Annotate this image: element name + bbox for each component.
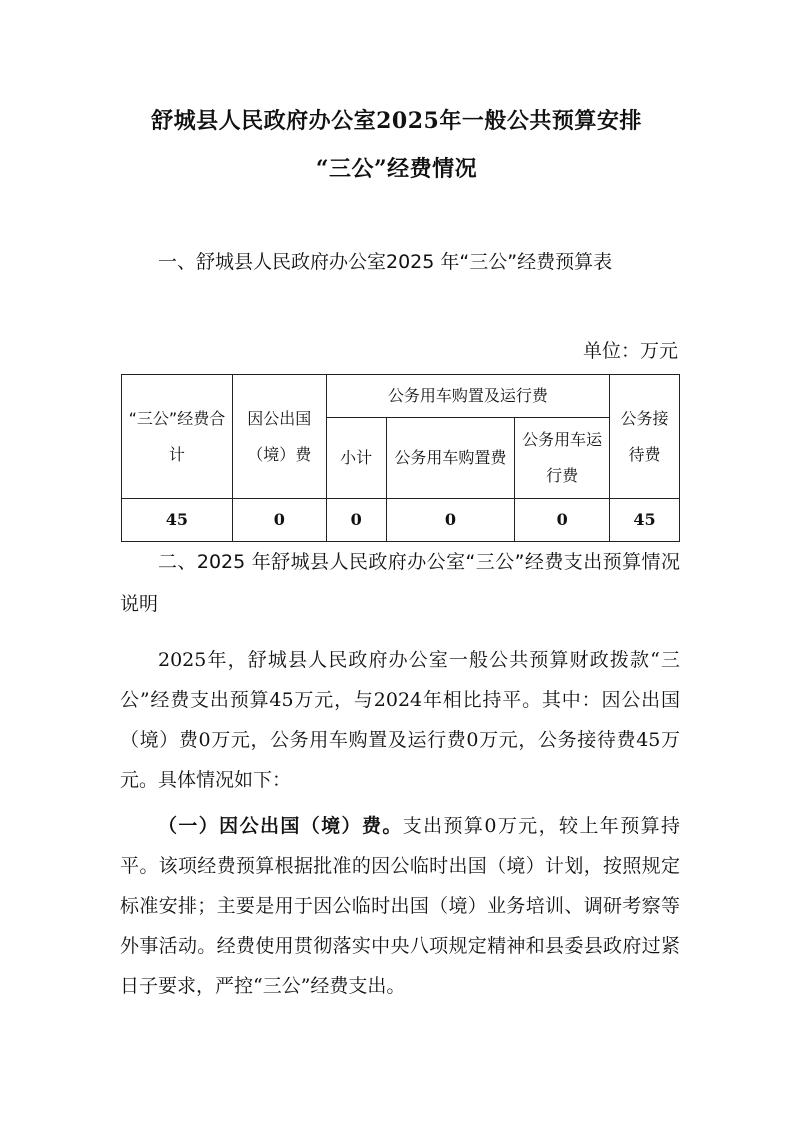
section2-heading: 二、2025 年舒城县人民政府办公室“三公”经费支出预算情况说明	[120, 551, 680, 615]
budget-table	[121, 374, 680, 542]
item1-label: （一）因公出国（境）费。	[158, 815, 403, 837]
item1-paragraph	[120, 806, 680, 1006]
header-vehicle-operation: 公务用车运行费	[515, 418, 610, 499]
value-subtotal: 0	[326, 499, 386, 542]
unit-label: 单位：万元	[582, 340, 678, 362]
value-total: 45	[122, 499, 233, 542]
header-subtotal: 小计	[326, 418, 386, 499]
header-reception: 公务接待费	[610, 375, 680, 499]
header-vehicle-group: 公务用车购置及运行费	[326, 375, 609, 418]
section1-heading: 一、舒城县人民政府办公室2025 年“三公”经费预算表	[158, 251, 613, 273]
value-vehicle-operation: 0	[515, 499, 610, 542]
header-abroad: 因公出国（境）费	[232, 375, 326, 499]
header-total: “三公”经费合计	[122, 375, 233, 499]
document-title-line1: 舒城县人民政府办公室2025年一般公共预算安排	[151, 108, 642, 134]
intro-paragraph: 2025年，舒城县人民政府办公室一般公共预算财政拨款“三公”经费支出预算45万元，与2024年相比持平。其中：因公出国（境）费0万元，公务用车购置及运行费0万元，公务接待费45万元。具体情况如下：	[120, 649, 680, 791]
value-abroad: 0	[232, 499, 326, 542]
document-title-line2: “三公”经费情况	[315, 156, 478, 182]
table-row	[122, 499, 680, 542]
header-vehicle-purchase: 公务用车购置费	[386, 418, 515, 499]
value-vehicle-purchase: 0	[386, 499, 515, 542]
value-reception: 45	[610, 499, 680, 542]
item1-text: 支出预算0万元，较上年预算持平。该项经费预算根据批准的因公临时出国（境）计划，按照规定标准安排；主要是用于因公临时出国（境）业务培训、调研考察等外事活动。经费使用贯彻落实中央八项规定精神和县委县政府过紧日子要求，严控“三公”经费支出。	[120, 815, 680, 997]
